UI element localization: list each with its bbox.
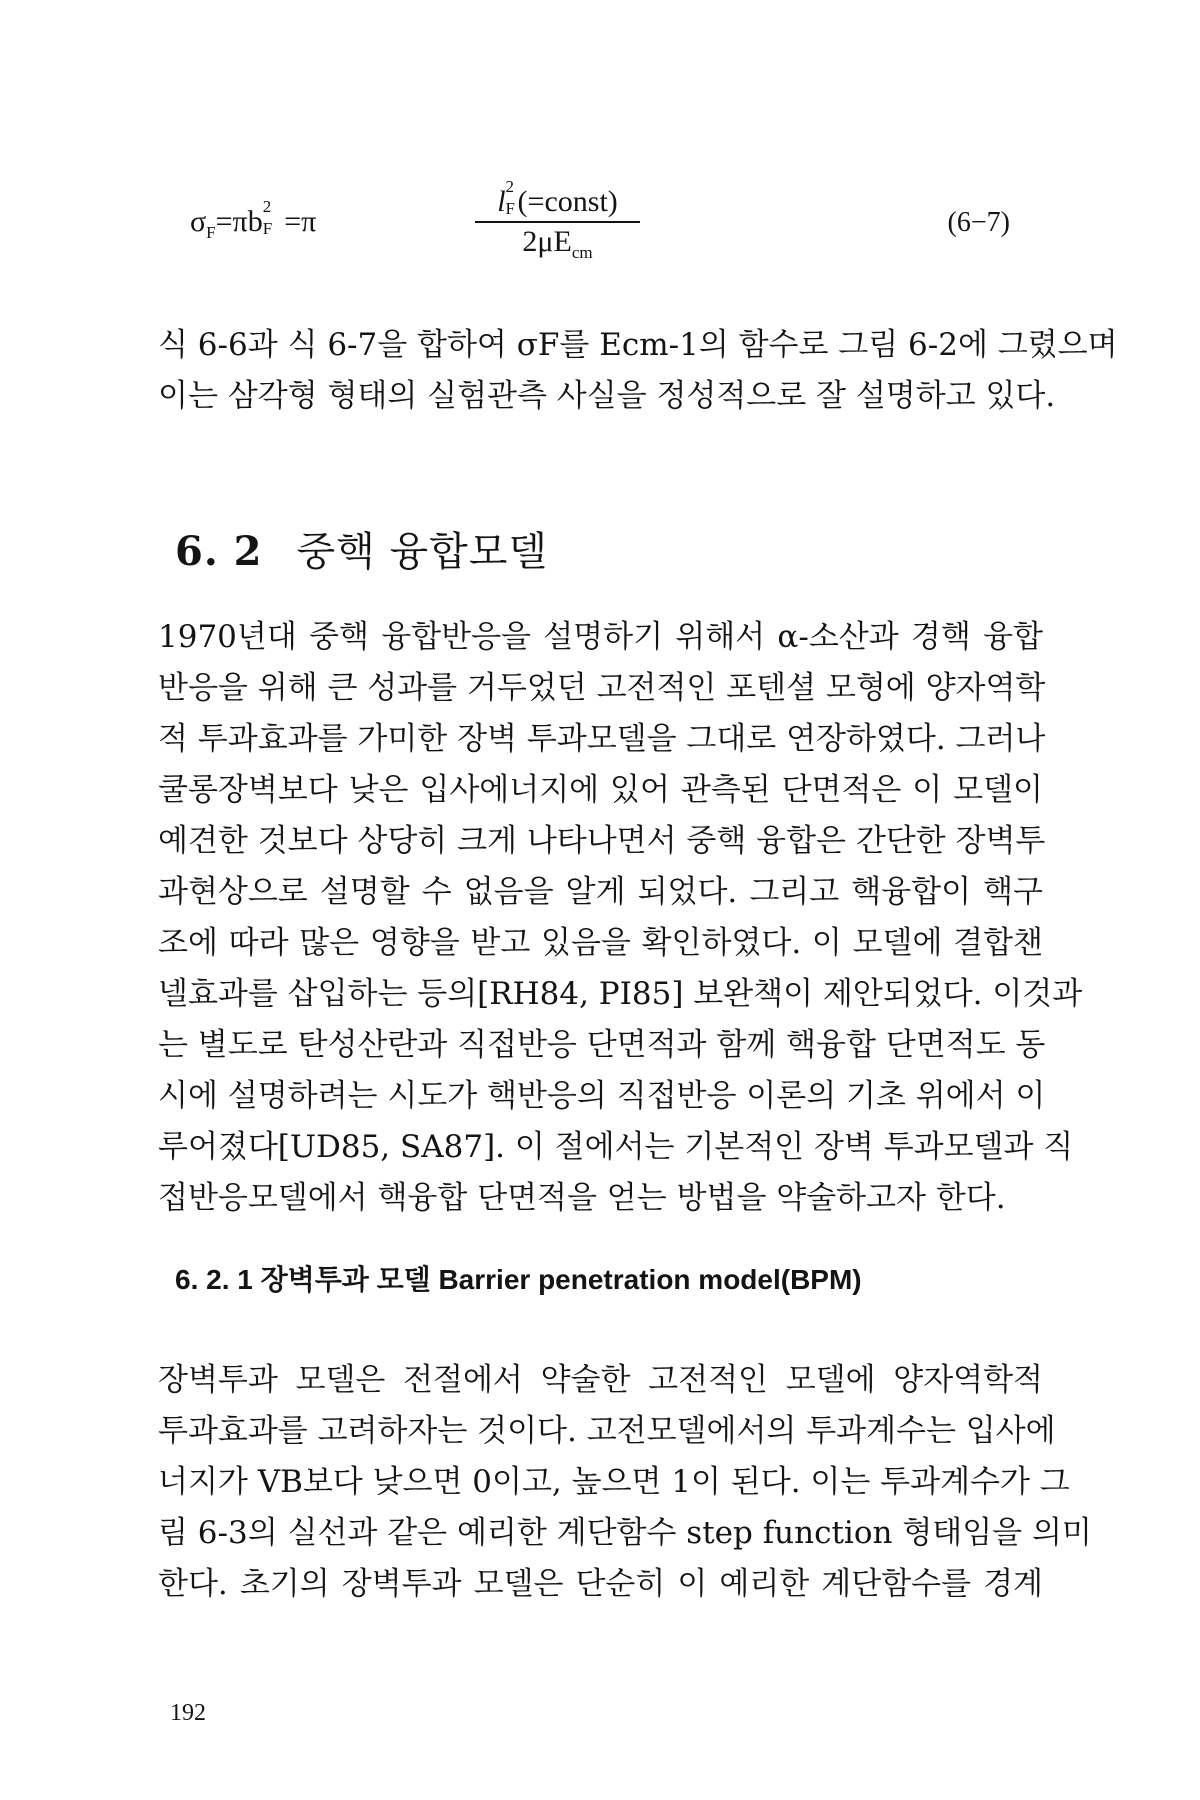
text-line: 적 투과효과를 가미한 장벽 투과모델을 그대로 연장하였다. 그러나 <box>158 721 1046 757</box>
text-line: 예견한 것보다 상당히 크게 나타나면서 중핵 융합은 간단한 장벽투 <box>158 823 1046 859</box>
text-line: 투과효과를 고려하자는 것이다. 고전모델에서의 투과계수는 입사에 <box>158 1413 1056 1449</box>
text-line: 쿨롱장벽보다 낮은 입사에너지에 있어 관측된 단면적은 이 모델이 <box>158 772 1043 808</box>
text-line: 접반응모델에서 핵융합 단면적을 얻는 방법을 약술하고자 한다. <box>158 1180 1006 1216</box>
equation-number: (6−7) <box>947 207 1010 238</box>
fraction-denominator: $2\mu E_{cm}$ <box>522 225 593 262</box>
text-line: 한다. 초기의 장벽투과 모델은 단순히 이 예리한 계단함수를 경계 <box>158 1566 1043 1602</box>
equation-fraction <box>475 177 640 263</box>
text-line: 림 6-3의 실선과 같은 예리한 계단함수 step function 형태임을 의미 <box>158 1515 1092 1551</box>
text-line: 너지가 VB보다 낮으면 0이고, 높으면 1이 된다. 이는 투과계수가 그 <box>158 1464 1070 1500</box>
text-line: 1970년대 중핵 융합반응을 설명하기 위해서 α-소산과 경핵 융합 <box>158 619 1043 655</box>
section-heading <box>175 520 548 577</box>
fraction-numerator: l 2 F (=const) <box>475 185 640 223</box>
equation-6-7 <box>160 177 1060 262</box>
section-paragraph <box>158 612 1083 1224</box>
text-line: 는 별도로 탄성산란과 직접반응 단면적과 함께 핵융합 단면적도 동 <box>158 1027 1046 1063</box>
section-number: 6. 2 <box>175 528 263 575</box>
text-line: 조에 따라 많은 영향을 받고 있음을 확인하였다. 이 모델에 결합챈 <box>158 925 1043 961</box>
text-line: 넬효과를 삽입하는 등의[RH84, PI85] 보완책이 제안되었다. 이것과 <box>158 976 1083 1012</box>
text-line: 과현상으로 설명할 수 없음을 알게 되었다. 그리고 핵융합이 핵구 <box>158 874 1043 910</box>
text-line: 반응을 위해 큰 성과를 거두었던 고전적인 포텐셜 모형에 양자역학 <box>158 670 1046 706</box>
section-title: 중핵 융합모델 <box>296 529 549 575</box>
text-line: 시에 설명하려는 시도가 핵반응의 직접반응 이론의 기초 위에서 이 <box>158 1078 1046 1114</box>
equation-lhs: $\sigma_F=\pi b$ 2 F =π <box>190 197 317 242</box>
subsection-paragraph <box>158 1355 1092 1610</box>
text-line: 이는 삼각형 형태의 실험관측 사실을 정성적으로 잘 설명하고 있다. <box>158 378 1056 414</box>
page-number: 192 <box>170 1700 206 1726</box>
intro-paragraph <box>158 320 1118 422</box>
text-line: 장벽투과 모델은 전절에서 약술한 고전적인 모델에 양자역학적 <box>158 1362 1043 1398</box>
text-line: 식 6-6과 식 6-7을 합하여 σF를 Ecm-1의 함수로 그림 6-2에 그렸으며 <box>158 327 1118 363</box>
text-line: 루어졌다[UD85, SA87]. 이 절에서는 기본적인 장벽 투과모델과 직 <box>158 1129 1074 1165</box>
subsection-heading: 6. 2. 1 장벽투과 모델 Barrier penetration model(BPM) <box>175 1264 862 1295</box>
